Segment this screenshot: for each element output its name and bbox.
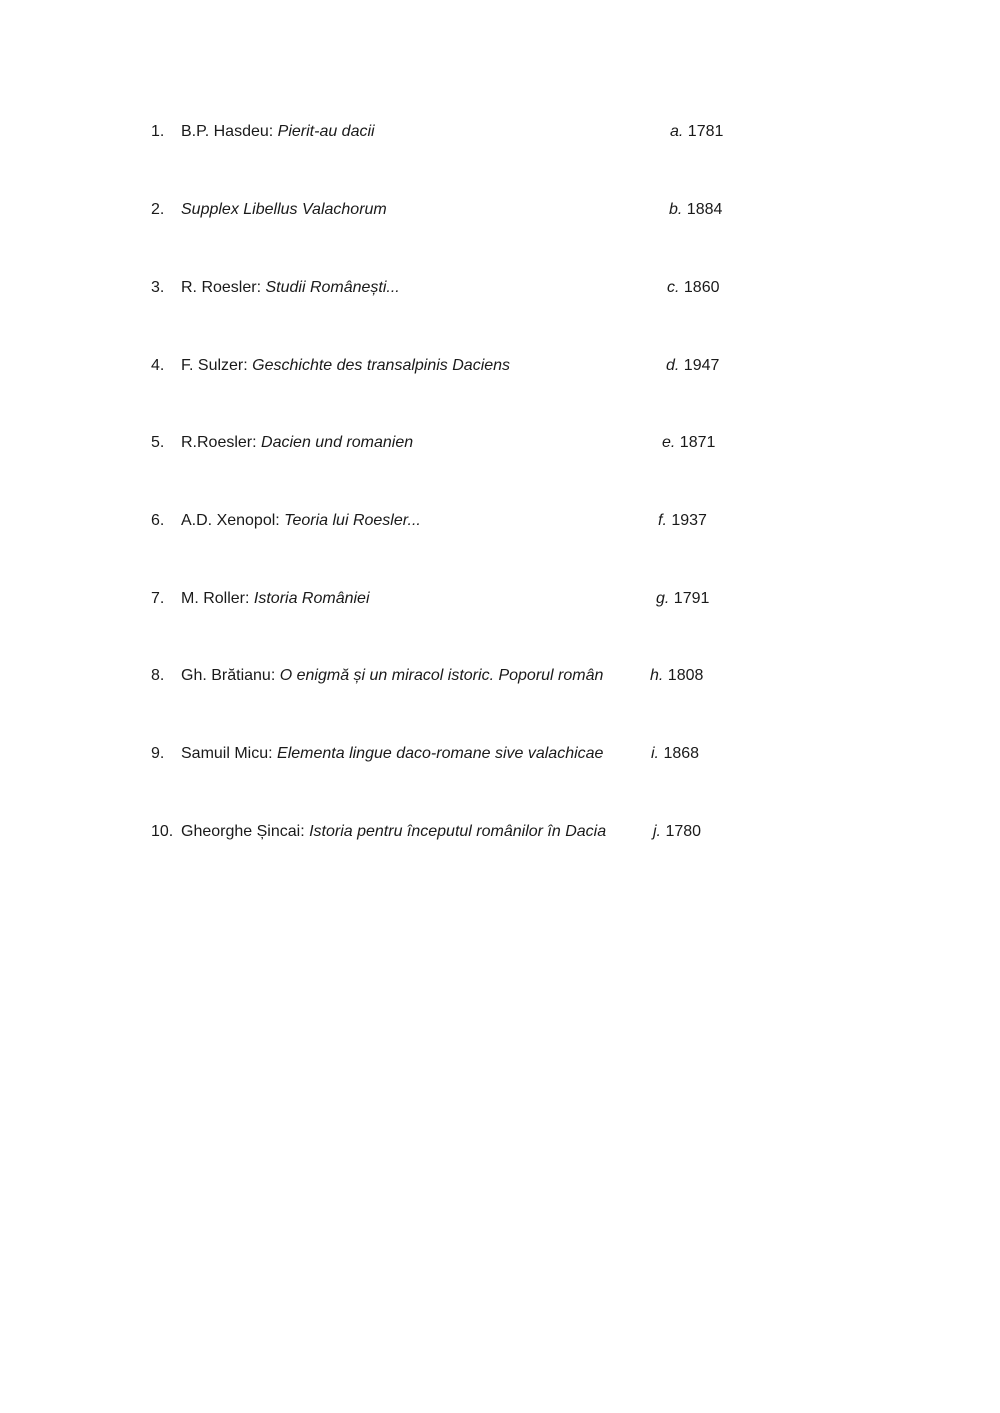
item-number: 8.: [151, 667, 165, 684]
item-work: [181, 120, 375, 144]
item-author: A.D. Xenopol:: [181, 512, 285, 529]
answer-year: 1791: [669, 590, 710, 607]
item-work: [181, 820, 606, 844]
answer-letter: f.: [658, 512, 667, 529]
answer-year: 1884: [682, 201, 723, 218]
answer-letter: h.: [650, 667, 664, 684]
answer-option: [658, 509, 707, 533]
list-item: [0, 431, 1000, 455]
item-title: Istoria pentru începutul românilor în Dacia: [309, 823, 607, 840]
answer-year: 1780: [661, 823, 702, 840]
item-author: F. Sulzer:: [181, 357, 253, 374]
list-item: [0, 509, 1000, 533]
item-number: 7.: [151, 590, 165, 607]
item-work: [181, 742, 603, 766]
list-item: [0, 587, 1000, 611]
answer-year: 1937: [666, 512, 707, 529]
answer-option: [653, 820, 701, 844]
item-author: Samuil Micu:: [181, 745, 278, 762]
answer-option: [669, 198, 722, 222]
item-number: 2.: [151, 201, 165, 218]
answer-letter: i.: [651, 745, 659, 762]
item-title: Supplex Libellus Valachorum: [181, 201, 387, 218]
item-author: M. Roller:: [181, 590, 254, 607]
list-item: [0, 820, 1000, 844]
answer-letter: g.: [656, 590, 670, 607]
answer-letter: j.: [653, 823, 661, 840]
item-author: R. Roesler:: [181, 279, 266, 296]
item-title: Geschichte des transalpinis Daciens: [252, 357, 511, 374]
item-author: Gh. Brătianu:: [181, 667, 280, 684]
item-work: [181, 587, 370, 611]
item-author: B.P. Hasdeu:: [181, 123, 278, 140]
answer-option: [656, 587, 709, 611]
answer-letter: e.: [662, 434, 676, 451]
item-number: 4.: [151, 357, 165, 374]
item-title: Dacien und romanien: [261, 434, 414, 451]
list-item: [0, 742, 1000, 766]
answer-year: 1868: [659, 745, 700, 762]
item-title: Istoria României: [253, 590, 370, 607]
answer-year: 1808: [663, 667, 704, 684]
item-work: [181, 509, 421, 533]
list-item: [0, 276, 1000, 300]
item-title: O enigmă și un miracol istoric. Poporul român: [279, 667, 604, 684]
item-number: 9.: [151, 745, 165, 762]
answer-year: 1781: [683, 123, 724, 140]
answer-option: [667, 276, 720, 300]
item-work: [181, 198, 387, 222]
answer-option: [666, 354, 719, 378]
item-title: Teoria lui Roesler...: [284, 512, 421, 529]
answer-year: 1947: [679, 357, 720, 374]
list-item: [0, 354, 1000, 378]
item-work: [181, 354, 510, 378]
item-number: 10.: [151, 823, 174, 840]
list-item: [0, 198, 1000, 222]
item-number: 6.: [151, 512, 165, 529]
answer-option: [670, 120, 723, 144]
answer-option: [650, 664, 703, 688]
item-title: Elementa lingue daco-romane sive valachicae: [277, 745, 604, 762]
answer-option: [662, 431, 715, 455]
item-title: Studii Românești...: [265, 279, 400, 296]
answer-letter: a.: [670, 123, 684, 140]
answer-option: [651, 742, 699, 766]
item-title: Pierit-au dacii: [277, 123, 375, 140]
answer-letter: d.: [666, 357, 680, 374]
answer-letter: b.: [669, 201, 683, 218]
item-work: [181, 431, 413, 455]
item-work: [181, 664, 603, 688]
answer-year: 1860: [679, 279, 720, 296]
item-number: 5.: [151, 434, 165, 451]
answer-year: 1871: [675, 434, 716, 451]
list-item: [0, 120, 1000, 144]
item-author: R.Roesler:: [181, 434, 262, 451]
item-work: [181, 276, 400, 300]
item-author: Gheorghe Șincai:: [181, 823, 310, 840]
item-number: 3.: [151, 279, 165, 296]
list-item: [0, 664, 1000, 688]
item-number: 1.: [151, 123, 165, 140]
answer-letter: c.: [667, 279, 680, 296]
